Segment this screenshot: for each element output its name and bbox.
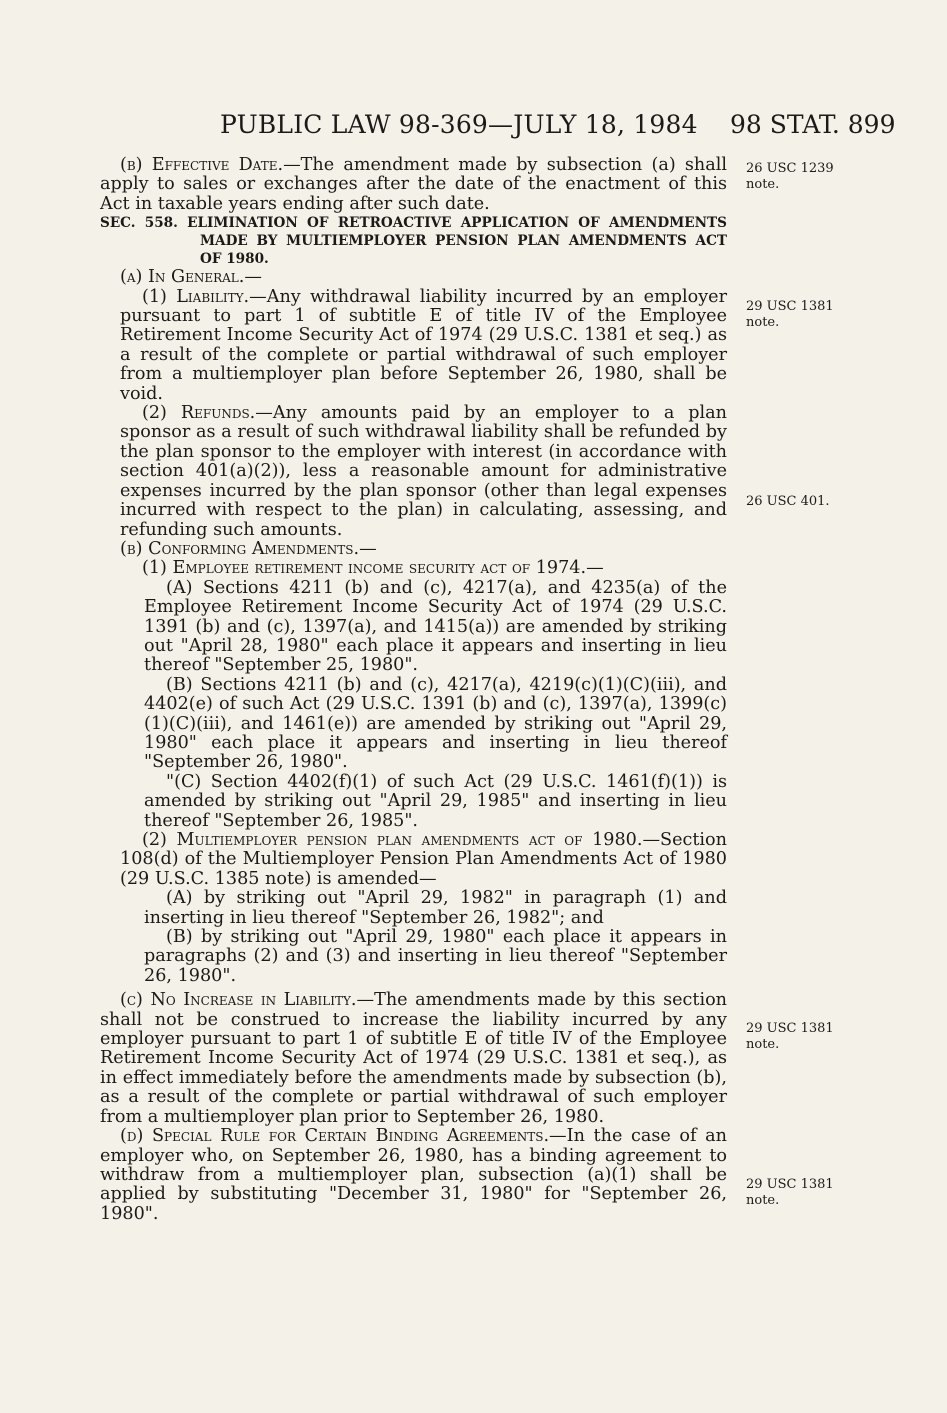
paragraph-c-no-increase bbox=[100, 991, 727, 1127]
paragraph-b1-erisa bbox=[100, 559, 727, 578]
margin-note-4-line2: note. bbox=[746, 1037, 780, 1052]
text-no-increase: —The amendments made by this section shall not be construed to increase the liability incurred by any employer pursuant to part 1 of subtitle E of title IV of the Employee Retirement Income Security Act of 1974 (29 U.S.C. 1381 et seq.), as in effect immediately before the amendments made by subsection (b), as a result of the complete or partial withdrawal of such employer from a multiemployer plan prior to September 26, 1980. bbox=[100, 990, 727, 1127]
margin-note-4-line1: 29 USC 1381 bbox=[746, 1021, 834, 1036]
heading-no-increase: (c) No Increase in Liability. bbox=[120, 990, 357, 1011]
paragraph-b-conforming bbox=[100, 540, 727, 559]
text-effective-date: —The amendment made by subsection (a) shall apply to sales or exchanges after the date of the enactment of this Act in taxable years ending after such date. bbox=[100, 155, 727, 214]
paragraph-b1-a: (A) Sections 4211 (b) and (c), 4217(a), and 4235(a) of the Employee Retirement Income Security Act of 1974 (29 U.S.C. 1391 (b) and (c), 1397(a), and 1415(a)) are amended by striking out "April 28, 1980" each place it appears and inserting in lieu thereof "September 25, 1980". bbox=[144, 577, 727, 676]
dash-erisa: — bbox=[586, 558, 604, 579]
margin-note-3 bbox=[746, 494, 856, 510]
section-heading: SEC. 558. ELIMINATION OF RETROACTIVE APPLICATION OF AMENDMENTS MADE BY MULTIEMPLOYER PENSION PLAN AMENDMENTS ACT OF 1980. bbox=[100, 215, 727, 268]
margin-note-1-line2: note. bbox=[746, 177, 780, 192]
paragraph-a2-refunds bbox=[100, 404, 727, 540]
heading-effective-date: (b) Effective Date. bbox=[120, 155, 284, 175]
margin-note-5-line2: note. bbox=[746, 1193, 780, 1208]
paragraph-b2-a: (A) by striking out "April 29, 1982" in paragraph (1) and inserting in lieu thereof "September 26, 1982"; and bbox=[144, 888, 727, 928]
margin-note-4 bbox=[746, 1021, 856, 1053]
paragraph-b1-c: "(C) Section 4402(f)(1) of such Act (29 U.S.C. 1461(f)(1)) is amended by striking out "April 29, 1985" and inserting in lieu thereof "September 26, 1985". bbox=[144, 771, 727, 831]
document-body bbox=[100, 156, 727, 1224]
margin-note-2-line2: note. bbox=[746, 315, 780, 330]
text-mppaa: —Section 108(d) of the Multiemployer Pension Plan Amendments Act of 1980 (29 U.S.C. 1385 note) is amended— bbox=[120, 830, 727, 889]
paragraph-d-special-rule bbox=[100, 1127, 727, 1224]
margin-note-1 bbox=[746, 161, 856, 193]
heading-mppaa: (2) Multiemployer pension plan amendments act of 1980. bbox=[142, 830, 643, 850]
margin-note-2 bbox=[746, 299, 856, 331]
margin-note-5-line1: 29 USC 1381 bbox=[746, 1177, 834, 1192]
paragraph-b-effective-date bbox=[100, 156, 727, 214]
heading-conforming: (b) Conforming Amendments. bbox=[120, 538, 360, 559]
heading-liability: (1) Liability. bbox=[142, 286, 250, 307]
paragraph-a1-liability bbox=[100, 288, 727, 404]
running-header-title: PUBLIC LAW 98-369—JULY 18, 1984 bbox=[220, 110, 698, 139]
paragraph-b2-mppaa bbox=[100, 831, 727, 889]
text-liability: —Any withdrawal liability incurred by an employer pursuant to part 1 of subtitle E of title IV of the Employee Retirement Income Security Act of 1974 (29 U.S.C. 1381 et seq.) as a result of the complete or partial withdrawal of such employer from a multiemployer plan before September 26, 1980, shall be void. bbox=[120, 286, 728, 404]
heading-refunds: (2) Refunds. bbox=[142, 403, 256, 424]
margin-note-1-line1: 26 USC 1239 bbox=[746, 161, 834, 176]
dash-in-general: — bbox=[244, 267, 262, 288]
text-refunds: —Any amounts paid by an employer to a plan sponsor as a result of such withdrawal liability shall be refunded by the plan sponsor to the employer with interest (in accordance with section 401(a)(2)), less a reasonable amount for administrative expenses incurred by the plan sponsor (other than legal expenses incurred with respect to the plan) in calculating, assessing, and refunding such amounts. bbox=[120, 403, 727, 540]
margin-note-5 bbox=[746, 1177, 856, 1209]
margin-note-3-line1: 26 USC 401. bbox=[746, 494, 830, 509]
paragraph-b2-b: (B) by striking out "April 29, 1980" each place it appears in paragraphs (2) and (3) and inserting in lieu thereof "September 26, 1980". bbox=[144, 927, 727, 986]
dash-conforming: — bbox=[359, 538, 377, 559]
text-special-rule: —In the case of an employer who, on September 26, 1980, has a binding agreement to withdraw from a multiemployer plan, subsection (a)(1) shall be applied by substituting "December 31, 1980" for "September 26, 1980". bbox=[100, 1126, 727, 1224]
paragraph-b1-b: (B) Sections 4211 (b) and (c), 4217(a), 4219(c)(1)(C)(iii), and 4402(e) of such Act (29 U.S.C. 1391 (b) and (c), 1397(a), 1399(c)(1)(C)(iii), and 1461(e)) are amended by striking out "April 29, 1980" each place it appears and inserting in lieu thereof "September 26, 1980". bbox=[144, 674, 727, 773]
page-number: 98 STAT. 899 bbox=[730, 110, 896, 139]
heading-erisa: (1) Employee retirement income security act of 1974. bbox=[142, 558, 587, 579]
margin-note-2-line1: 29 USC 1381 bbox=[746, 299, 834, 314]
heading-special-rule: (d) Special Rule for Certain Binding Agreements. bbox=[120, 1126, 550, 1147]
paragraph-a-in-general bbox=[100, 268, 727, 287]
heading-in-general: (a) In General. bbox=[120, 267, 245, 288]
